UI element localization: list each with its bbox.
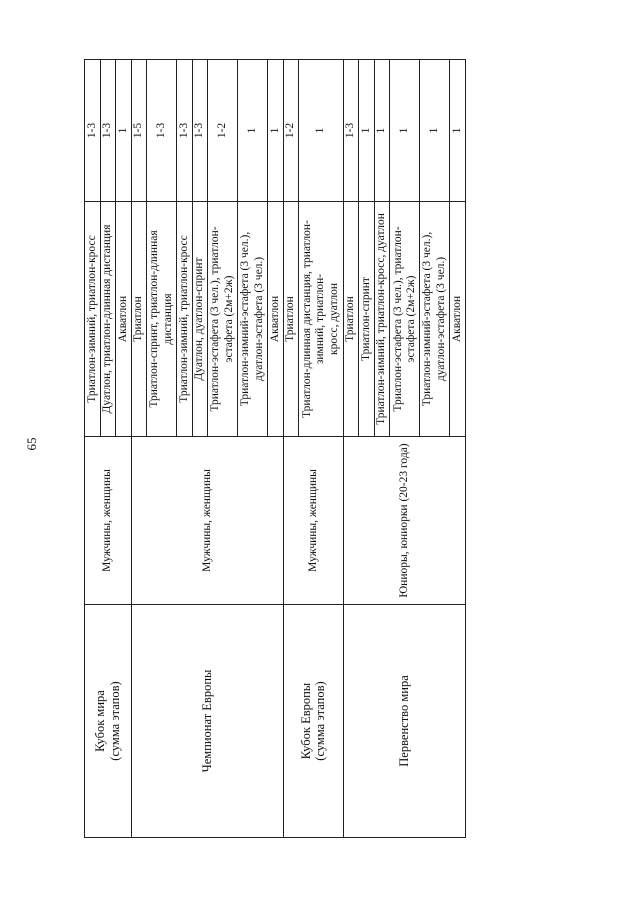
table-row [343, 60, 359, 838]
places-cell: 1-3 [192, 60, 208, 202]
places-cell: 1 [299, 60, 343, 202]
table-row [85, 60, 101, 838]
discipline-cell: Триатлон-зимний, триатлон-кросс [177, 202, 193, 437]
discipline-cell: Триатлон-эстафета (3 чел.), триатлон-эстафета (2м+2ж) [390, 202, 420, 437]
discipline-cell: Триатлон [343, 202, 359, 437]
places-cell: 1 [238, 60, 268, 202]
discipline-cell: Триатлон-зимний-эстафета (3 чел.), дуатлон-эстафета (3 чел.) [238, 202, 268, 437]
discipline-cell: Триатлон-зимний-эстафета (3 чел.), дуатлон-эстафета (3 чел.) [420, 202, 450, 437]
discipline-cell: Триатлон [283, 202, 299, 437]
places-cell: 1 [374, 60, 390, 202]
competition-cell: Кубок Европы (сумма этапов) [283, 605, 343, 838]
discipline-cell: Триатлон-спринт, триатлон-длинная дистанция [147, 202, 177, 437]
places-cell: 1-3 [177, 60, 193, 202]
discipline-cell: Акватлон [268, 202, 284, 437]
discipline-cell: Акватлон [116, 202, 132, 437]
places-cell: 1-3 [147, 60, 177, 202]
category-cell: Мужчины, женщины [85, 437, 132, 605]
places-cell: 1 [420, 60, 450, 202]
table-row [283, 60, 299, 838]
places-cell: 1 [359, 60, 375, 202]
discipline-cell: Триатлон-эстафета (3 чел.), триатлон-эстафета (2м+2ж) [208, 202, 238, 437]
places-cell: 1-3 [100, 60, 116, 202]
discipline-cell: Акватлон [450, 202, 466, 437]
category-cell: Мужчины, женщины [131, 437, 283, 605]
places-cell: 1-2 [283, 60, 299, 202]
rotated-table-wrapper [84, 60, 466, 838]
discipline-cell: Дуатлон, дуатлон-спринт [192, 202, 208, 437]
places-cell: 1-2 [208, 60, 238, 202]
competition-cell: Кубок мира (сумма этапов) [85, 605, 132, 838]
discipline-cell: Триатлон-зимний, триатлон-кросс, дуатлон [374, 202, 390, 437]
category-cell: Мужчины, женщины [283, 437, 343, 605]
discipline-cell: Дуатлон, триатлон-длинная дистанция [100, 202, 116, 437]
discipline-cell: Триатлон-длинная дистанция, триатлон-зимний, триатлон- кросс, дуатлон [299, 202, 343, 437]
table-row [131, 60, 147, 838]
places-cell: 1-3 [343, 60, 359, 202]
competition-cell: Чемпионат Европы [131, 605, 283, 838]
results-table [84, 59, 466, 838]
places-cell: 1-3 [85, 60, 101, 202]
results-table-body [85, 60, 466, 838]
places-cell: 1 [268, 60, 284, 202]
places-cell: 1 [116, 60, 132, 202]
places-cell: 1 [390, 60, 420, 202]
page-number: 65 [24, 437, 39, 451]
discipline-cell: Триатлон [131, 202, 147, 437]
places-cell: 1-5 [131, 60, 147, 202]
places-cell: 1 [450, 60, 466, 202]
discipline-cell: Триатлон-зимний, триатлон-кросс [85, 202, 101, 437]
competition-cell: Первенство мира [343, 605, 465, 838]
discipline-cell: Триатлон-спринт [359, 202, 375, 437]
category-cell: Юниоры, юниорки (20-23 года) [343, 437, 465, 605]
